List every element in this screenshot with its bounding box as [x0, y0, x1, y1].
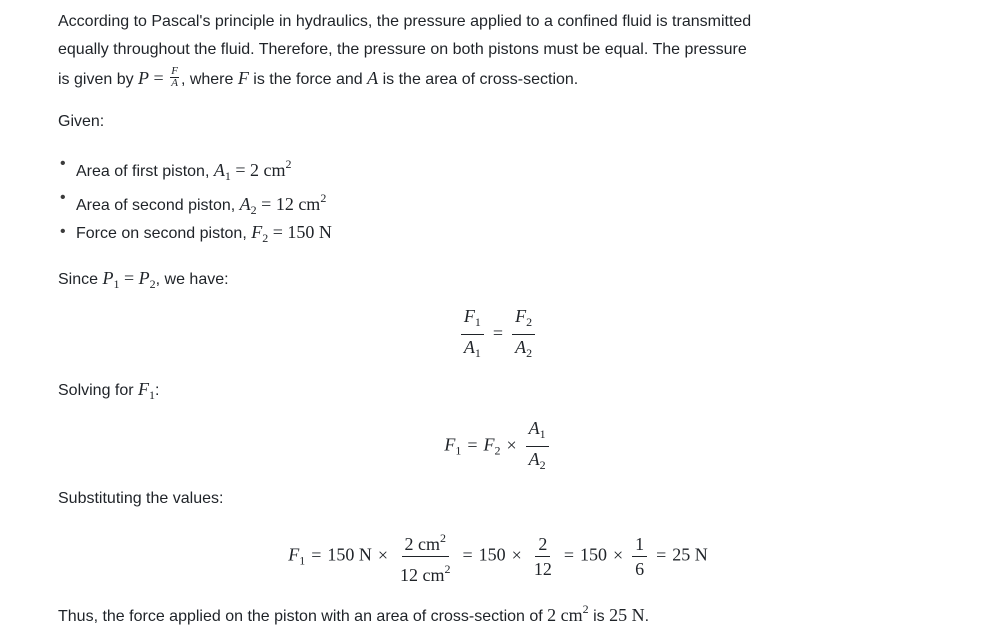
intro-line-1: According to Pascal's principle in hydraulics, the pressure applied to a confined fluid is transmitted — [58, 13, 752, 30]
since-line: Since $P_1 = P_2$, we have: — [58, 268, 229, 291]
equation-substitution: $F_1 = 150$ N × $\frac{2 cm^2}{12 cm^2}$ = 150 × $\frac{2}{12}$ = 150 × $\frac{1}{6}$ = 25 N — [58, 528, 938, 585]
solving-line: Solving for $F_1$: — [58, 379, 160, 402]
intro-line-2: equally throughout the fluid. Therefore, the pressure on both pistons must be equal. The pressure — [58, 41, 747, 58]
equation-pressure-equality: $\frac{F_1}{A_1}$ = $\frac{F_2}{A_2}$ — [58, 306, 938, 363]
equation-solve-f1: $F_1 = F_2$ × $\frac{A_1}{A_2}$ — [58, 418, 938, 475]
given-list — [58, 150, 332, 252]
conclusion-line: Thus, the force applied on the piston with an area of cross-section of 2 $cm^2$ is 25 N. — [58, 602, 650, 625]
given-label: Given: — [58, 113, 105, 130]
substituting-line: Substituting the values: — [58, 490, 224, 507]
pressure-fraction: $\frac{F}{A}$ — [171, 65, 178, 90]
given-item: • Area of second piston, $A_2 = 12$ $cm^2$ — [60, 189, 327, 217]
given-item: • Area of first piston, $A_1 = 2$ $cm^2$ — [60, 155, 292, 183]
given-item: • Force on second piston, $F_2 = 150$ N — [60, 222, 332, 245]
intro-line-3: is given by P = $\frac{F}{A}$ , where F is the force and A is the area of cross-section. — [58, 65, 579, 90]
